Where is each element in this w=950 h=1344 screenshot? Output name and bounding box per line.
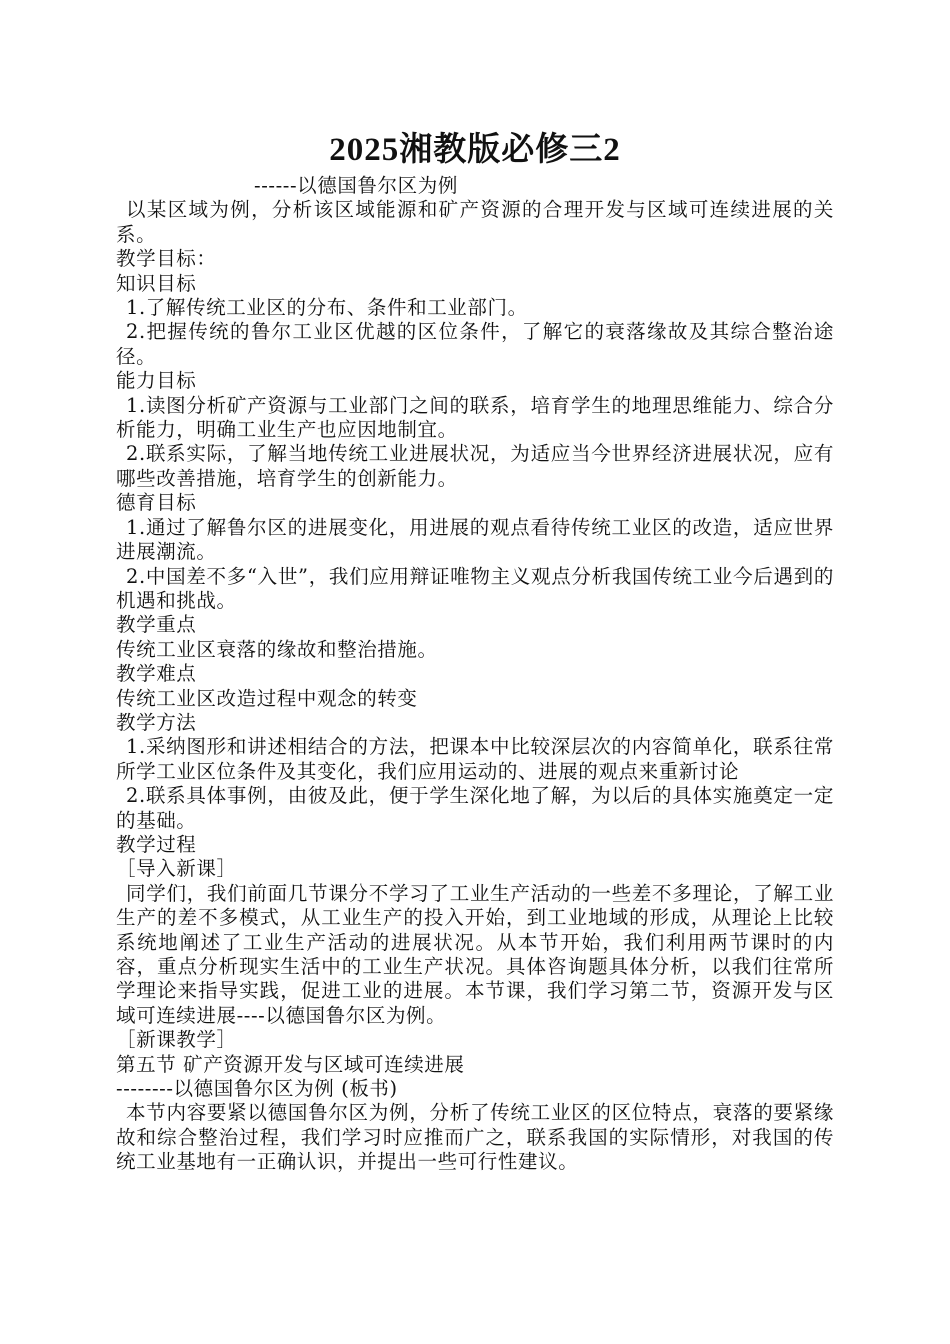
section-heading: 教学目标： xyxy=(116,247,217,271)
list-item: 2.联系实际，了解当地传统工业进展状况，为适应当今世界经济进展状况，应有哪些改善措施，培育学生的创新能力。 xyxy=(116,442,834,490)
section-heading: 教学重点 xyxy=(116,613,197,637)
list-item: 2.联系具体事例，由彼及此，便于学生深化地了解，为以后的具体实施奠定一定的基础。 xyxy=(116,784,834,832)
list-item: 2.把握传统的鲁尔工业区优越的区位条件，了解它的衰落缘故及其综合整治途径。 xyxy=(116,320,834,368)
paragraph: 第五节 矿产资源开发与区域可连续进展 xyxy=(116,1052,465,1076)
list-item: 1.采纳图形和讲述相结合的方法，把课本中比较深层次的内容简单化，联系往常所学工业区位条件及其变化，我们应用运动的、进展的观点来重新讨论 xyxy=(116,735,834,783)
section-heading: 教学过程 xyxy=(116,832,197,856)
document-subtitle: ------以德国鲁尔区为例 xyxy=(254,174,458,197)
paragraph: 同学们，我们前面几节课分不学习了工业生产活动的一些差不多理论，了解工业生产的差不多模式，从工业生产的投入开始，到工业地域的形成，从理论上比较系统地阐述了工业生产活动的进展状况。从本节开始，我们利用两节课时的内容，重点分析现实生活中的工业生产状况。具体咨询题具体分析，以我们往常所学理论来指导实践，促进工业的进展。本节课，我们学习第二节，资源开发与区域可连续进展----以德国鲁尔区为例。 xyxy=(116,881,834,1027)
document-body xyxy=(116,174,834,1175)
subsection-heading: 知识目标 xyxy=(116,271,197,295)
document-title: 2025湘教版必修三2 xyxy=(329,132,621,168)
list-item: 2.中国差不多“入世”，我们应用辩证唯物主义观点分析我国传统工业今后遇到的机遇和挑战。 xyxy=(116,564,834,612)
subsection-heading: 德育目标 xyxy=(116,491,197,515)
bracket-heading: ［导入新课］ xyxy=(116,857,237,881)
list-item: 1.读图分析矿产资源与工业部门之间的联系，培育学生的地理思维能力、综合分析能力，明确工业生产也应因地制宜。 xyxy=(116,393,834,442)
list-item: 1.通过了解鲁尔区的进展变化，用进展的观点看待传统工业区的改造，适应世界进展潮流。 xyxy=(116,515,834,564)
list-item: 1.了解传统工业区的分布、条件和工业部门。 xyxy=(126,296,528,320)
section-heading: 教学难点 xyxy=(116,662,197,686)
section-heading: 教学方法 xyxy=(116,710,197,734)
bracket-heading: ［新课教学］ xyxy=(116,1028,237,1052)
paragraph: 本节内容要紧以德国鲁尔区为例，分析了传统工业区的区位特点，衰落的要紧缘故和综合整治过程，我们学习时应推而广之，联系我国的实际情形，对我国的传统工业基地有一正确认识，并提出一些可行性建议。 xyxy=(116,1101,834,1174)
paragraph: 传统工业区改造过程中观念的转变 xyxy=(116,686,418,710)
paragraph: --------以德国鲁尔区为例 (板书) xyxy=(116,1077,398,1101)
intro-paragraph: 以某区域为例，分析该区域能源和矿产资源的合理开发与区域可连续进展的关系。 xyxy=(116,198,834,246)
paragraph: 传统工业区衰落的缘故和整治措施。 xyxy=(116,637,438,661)
subsection-heading: 能力目标 xyxy=(116,369,197,393)
